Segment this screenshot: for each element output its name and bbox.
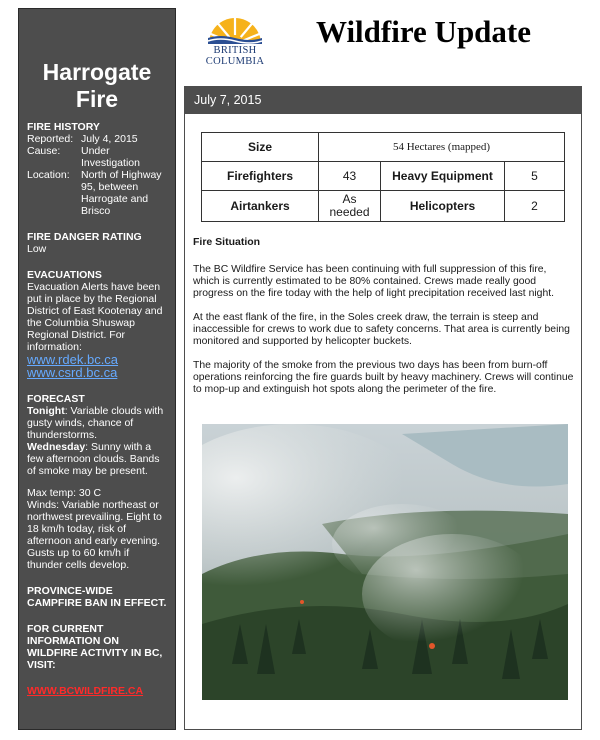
history-row-location <box>27 169 167 217</box>
size-value: 54 Hectares (mapped) <box>319 133 565 162</box>
danger-heading: FIRE DANGER RATING <box>27 231 142 243</box>
fire-situation-heading: Fire Situation <box>193 236 261 248</box>
logo-line1: BRITISH <box>213 45 257 56</box>
logo-line2: COLUMBIA <box>205 56 265 67</box>
helicopters-value: 2 <box>505 191 565 222</box>
history-key: Reported: <box>27 133 74 145</box>
fire-facts-table <box>201 132 565 222</box>
history-row-cause <box>27 145 167 169</box>
history-row-reported <box>27 133 167 145</box>
history-value: Under Investigation <box>81 145 140 169</box>
danger-value: Low <box>27 243 47 255</box>
airtankers-label: Airtankers <box>202 191 319 222</box>
wednesday-label: Wednesday <box>27 441 86 453</box>
situation-paragraph: The BC Wildfire Service has been continuing with full suppression of this fire, which is currently estimated to be 80% contained. Crews made really good progress on the fire today with the help of light precipitation received last night. <box>193 264 554 299</box>
wildfire-aerial-photo <box>202 424 568 700</box>
evacuations-text: Evacuation Alerts have been put in place by the Regional District of East Kootenay and the Columbia Shuswap Regional District. For information: <box>27 281 163 353</box>
history-key: Location: <box>27 169 70 181</box>
fire-history-heading: FIRE HISTORY <box>27 121 100 133</box>
firefighters-value: 43 <box>319 162 381 191</box>
max-temp: Max temp: 30 C <box>27 487 102 499</box>
forecast-tonight <box>27 405 167 441</box>
winds: Winds: Variable northeast or northwest prevailing. Eight to 18 km/h today, risk of afternoon and early evening. Gusts up to 60 km/h if thunder cells develop. <box>27 499 162 571</box>
forecast-wednesday <box>27 441 167 477</box>
situation-paragraph: At the east flank of the fire, in the Soles creek draw, the terrain is steep and inaccessible for crews to work due to safety concerns. That area is currently being monitored and supported by helicopter buckets. <box>193 312 570 347</box>
fire-name-title: Harrogate Fire <box>42 59 152 112</box>
heavy-equipment-label: Heavy Equipment <box>381 162 505 191</box>
bc-logo-text <box>196 45 274 67</box>
airtankers-value: As needed <box>319 191 381 222</box>
situation-paragraph: The majority of the smoke from the previous two days has been from burn-off operations reinforcing the fire guards built by heavy machinery. Crews will continue to mop-up and extinguish hot spots along the perimeter of the fire. <box>193 360 574 395</box>
heavy-equipment-value: 5 <box>505 162 565 191</box>
bcwildfire-link[interactable]: WWW.BCWILDFIRE.CA <box>27 685 144 697</box>
wednesday-text: : Sunny with a few afternoon clouds. Bands of smoke may be present. <box>27 441 160 477</box>
rdek-link[interactable]: www.rdek.bc.ca <box>27 352 119 367</box>
history-key: Cause: <box>27 145 61 157</box>
history-value: North of Highway 95, between Harrogate and Brisco <box>81 169 162 217</box>
current-info-notice: FOR CURRENT INFORMATION ON WILDFIRE ACTIVITY IN BC, VISIT: <box>27 623 163 671</box>
forecast-heading: FORECAST <box>27 393 85 405</box>
document-title: Wildfire Update <box>316 14 532 49</box>
size-label: Size <box>202 133 319 162</box>
helicopters-label: Helicopters <box>381 191 505 222</box>
sidebar <box>18 8 176 730</box>
tonight-text: : Variable clouds with gusty winds, chance of thunderstorms. <box>27 405 164 441</box>
fire-situation <box>193 236 575 408</box>
tonight-label: Tonight <box>27 405 65 417</box>
main-content <box>184 114 582 730</box>
csrd-link[interactable]: www.csrd.bc.ca <box>27 365 118 380</box>
evacuations-heading: EVACUATIONS <box>27 269 102 281</box>
history-value: July 4, 2015 <box>81 133 138 145</box>
campfire-ban-notice: PROVINCE-WIDE CAMPFIRE BAN IN EFFECT. <box>27 585 167 609</box>
date-bar: July 7, 2015 <box>184 86 582 114</box>
firefighters-label: Firefighters <box>202 162 319 191</box>
